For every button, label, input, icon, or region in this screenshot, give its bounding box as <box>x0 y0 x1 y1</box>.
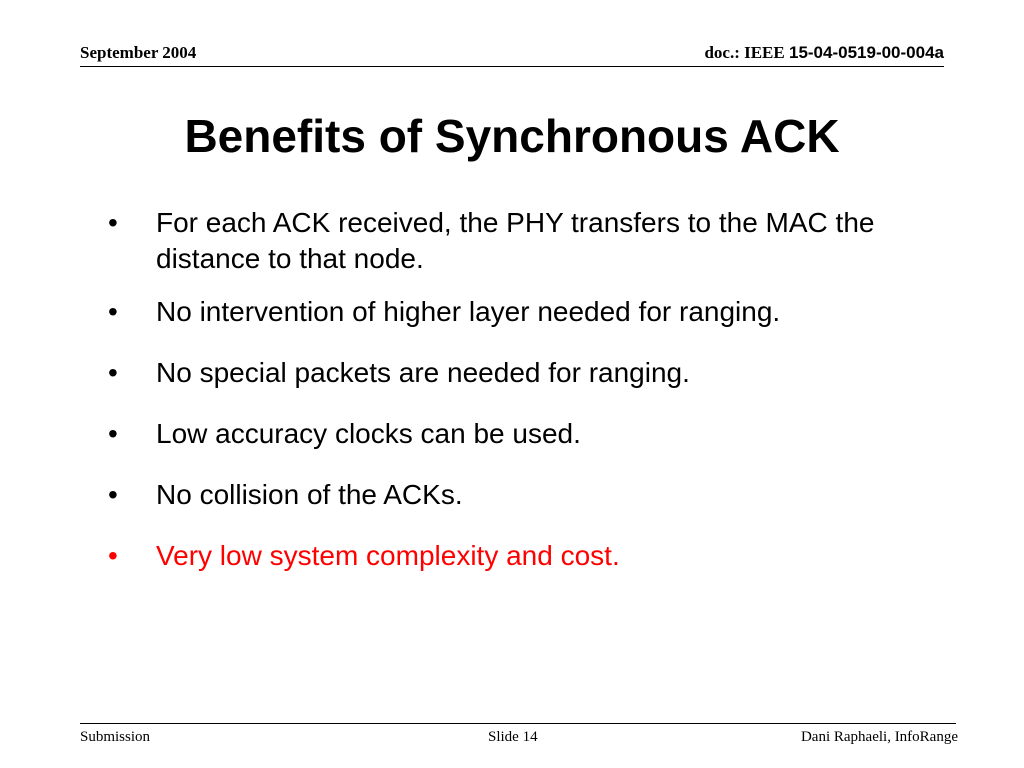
footer-submission: Submission <box>80 729 151 745</box>
bullet-item-highlighted <box>108 538 958 574</box>
footer-author: Dani Raphaeli, InfoRange <box>800 729 958 745</box>
footer-divider <box>80 723 956 724</box>
bullet-marker: • <box>108 418 118 449</box>
bullet-text: Very low system complexity and cost. <box>156 540 620 571</box>
footer-slide-number: Slide 14 <box>488 729 538 745</box>
bullet-text: No collision of the ACKs. <box>156 479 463 510</box>
header-divider <box>80 66 944 67</box>
bullet-marker: • <box>108 540 118 571</box>
bullet-marker: • <box>108 207 118 238</box>
slide-title: Benefits of Synchronous ACK <box>184 110 840 162</box>
bullet-item <box>108 355 958 391</box>
bullet-text: No special packets are needed for ranging. <box>156 357 690 388</box>
header-doc-id <box>704 43 944 63</box>
bullet-text: Low accuracy clocks can be used. <box>156 418 581 449</box>
bullet-item <box>108 205 958 277</box>
header-doc-prefix: doc.: IEEE <box>704 43 789 62</box>
bullet-marker: • <box>108 479 118 510</box>
bullet-list <box>108 205 958 599</box>
bullet-text: For each ACK received, the PHY transfers to the MAC the distance to that node. <box>156 207 875 274</box>
bullet-marker: • <box>108 357 118 388</box>
bullet-text: No intervention of higher layer needed for ranging. <box>156 296 781 327</box>
header-date: September 2004 <box>80 43 197 62</box>
bullet-item <box>108 294 958 330</box>
bullet-item <box>108 477 958 513</box>
header-doc-number: 15-04-0519-00-004a <box>788 43 944 62</box>
bullet-marker: • <box>108 296 118 327</box>
bullet-item <box>108 416 958 452</box>
